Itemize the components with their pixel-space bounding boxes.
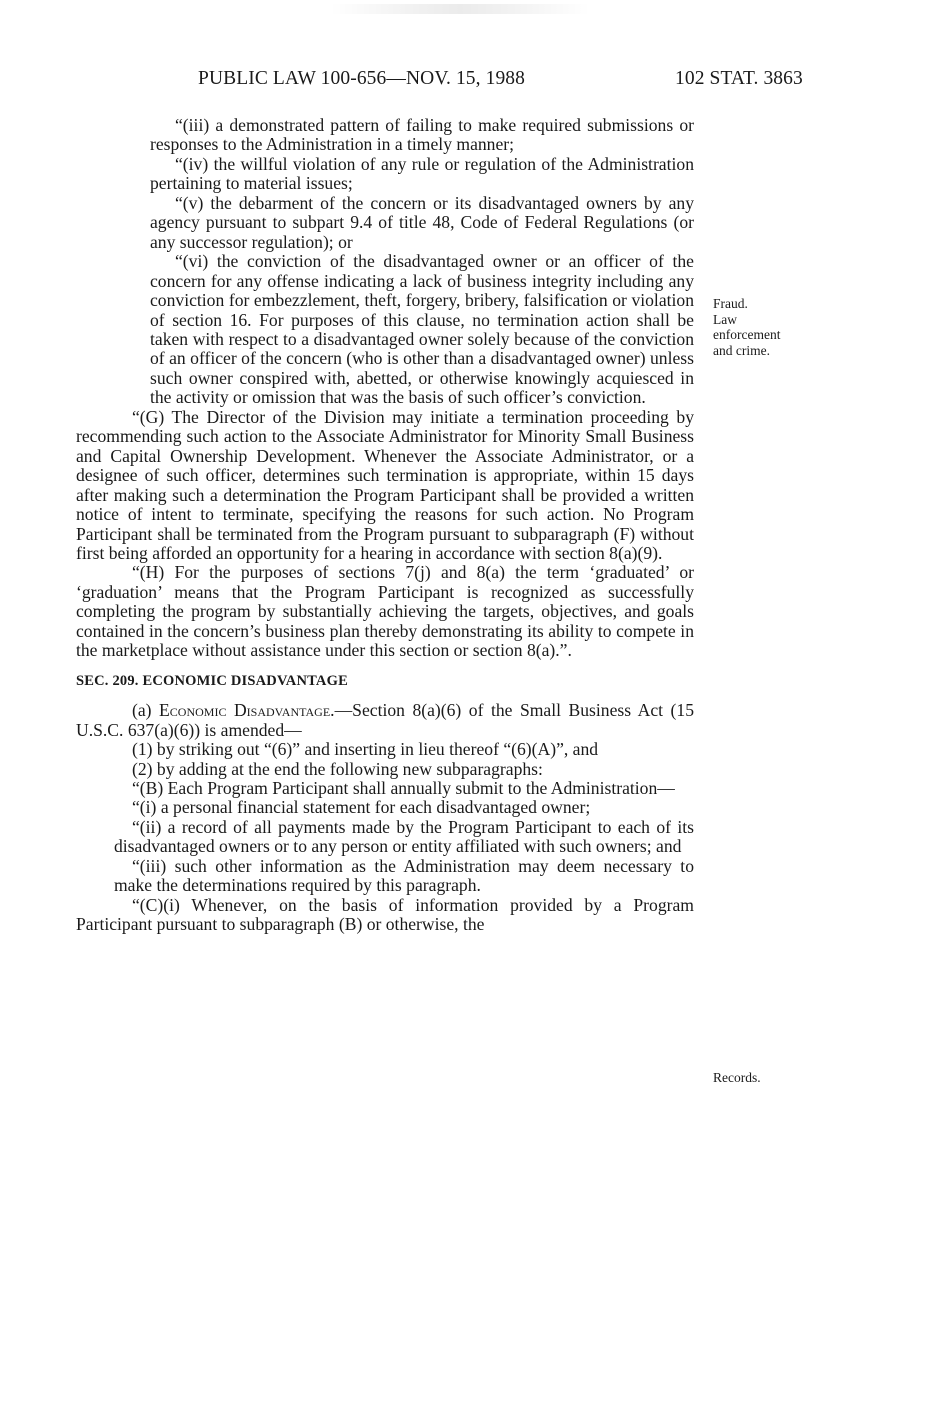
clause-b-i: “(i) a personal financial statement for each disadvantaged owner;	[132, 797, 591, 818]
header-stat-page: 102 STAT. 3863	[675, 68, 803, 89]
margin-note-enforcement-line: enforcement	[713, 327, 781, 342]
margin-note-fraud	[713, 296, 780, 358]
body-text	[76, 116, 694, 935]
subparagraph-c: “(C)(i) Whenever, on the basis of information provided by a Program Participant pursuant to subparagraph (B) or otherwise, the	[76, 894, 694, 935]
item-2: (2) by adding at the end the following new subparagraphs:	[132, 758, 543, 779]
section-heading: SEC. 209. ECONOMIC DISADVANTAGE	[76, 672, 348, 689]
margin-note-law-line: Law	[713, 311, 737, 327]
clause-iv: “(iv) the willful violation of any rule or regulation of the Administration pertaining to material issues;	[150, 153, 694, 194]
margin-note-crime-line: and crime.	[713, 342, 770, 358]
header-law-citation: PUBLIC LAW 100-656—NOV. 15, 1988	[198, 68, 526, 89]
margin-note-fraud-line: Fraud.	[713, 296, 748, 311]
subparagraph-b: “(B) Each Program Participant shall annually submit to the Administration—	[132, 777, 675, 798]
page-header	[0, 68, 950, 98]
run-in-heading: Economic Disadvantage	[159, 700, 331, 721]
clause-b-ii: “(ii) a record of all payments made by the Program Participant to each of its disadvantaged owners or to any person or entity affiliated with such owners; and	[114, 816, 694, 857]
subparagraph-g: “(G) The Director of the Division may initiate a termination proceeding by recommending such action to the Associate Administrator for Minority Small Business and Capital Ownership Development. Whenever the Associate Administrator, or a designee of such officer, determines such termination is appropriate, within 15 days after making such a determination the Program Participant shall be provided a written notice of intent to terminate, specifying the reasons for such action. No Program Participant shall be terminated from the Program pursuant to subparagraph (F) without first being afforded an opportunity for a hearing in accordance with section 8(a)(9).	[76, 406, 694, 563]
clause-b-iii: “(iii) such other information as the Administration may deem necessary to make the determinations required by this paragraph.	[114, 855, 694, 896]
margin-note-records	[713, 1070, 761, 1086]
margin-note-records-line: Records.	[713, 1070, 761, 1085]
scan-artifact	[330, 4, 590, 14]
clause-iii: “(iii) a demonstrated pattern of failing to make required submissions or responses to the Administration in a timely manner;	[150, 115, 694, 155]
clause-v: “(v) the debarment of the concern or its disadvantaged owners by any agency pursuant to subpart 9.4 of title 48, Code of Federal Regulations (or any successor regulation); or	[150, 192, 694, 252]
clause-vi: “(vi) the conviction of the disadvantaged owner or an officer of the concern for any offense indicating a lack of business integrity including any conviction for embezzlement, theft, forgery, bribery, falsification or violation of section 16. For purposes of this clause, no termination action shall be taken with respect to a disadvantaged owner solely because of the conviction of an officer of the concern (who is other than a disadvantaged owner) unless such owner conspired with, abetted, or otherwise knowingly acquiesced in the activity or omission that was the basis of such officer’s conviction.	[150, 251, 694, 408]
subparagraph-h: “(H) For the purposes of sections 7(j) and 8(a) the term ‘graduated’ or ‘graduation’ means that the Program Participant is recognized as successfully completing the program by substantially achieving the targets, objectives, and goals contained in the concern’s business plan thereby demonstrating its ability to compete in the marketplace without assistance under this section or section 8(a).”.	[76, 562, 694, 661]
subsection-a: (a) Economic Disadvantage.—Section 8(a)(6) of the Small Business Act (15 U.S.C. 637(a)(6)) is amended—	[76, 700, 694, 740]
item-1: (1) by striking out “(6)” and inserting in lieu thereof “(6)(A)”, and	[132, 739, 599, 760]
